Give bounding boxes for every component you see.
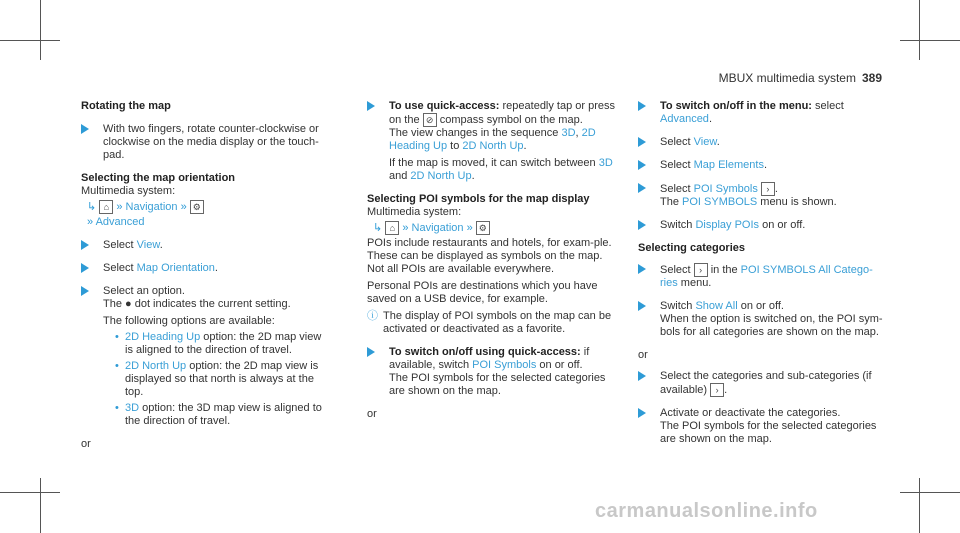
poi-symbols-link[interactable]: POI Symbols bbox=[693, 182, 758, 195]
sequence-text: The view changes in the sequence 3D, 2D Heading Up to 2D North Up. bbox=[389, 127, 596, 152]
crop-mark bbox=[919, 478, 920, 533]
poi-symbols-link[interactable]: POI Symbols bbox=[472, 359, 537, 371]
return-arrow-icon: ↳ bbox=[373, 221, 383, 234]
menu-path bbox=[87, 200, 331, 214]
settings-gear-icon: ⚙ bbox=[190, 200, 204, 214]
header-title: MBUX multimedia system bbox=[718, 71, 856, 85]
step-note: The POI symbols for the selected categories are shown on the map. bbox=[389, 372, 606, 397]
seq-text: The view changes in the sequence bbox=[389, 127, 562, 139]
section-title: Selecting the map orientation bbox=[81, 172, 236, 184]
step-note: The POI symbols for the selected categories are shown on the map. bbox=[660, 420, 877, 445]
nav-link[interactable]: Navigation bbox=[411, 221, 464, 234]
option-item bbox=[115, 331, 331, 357]
step-text: Switch bbox=[660, 219, 696, 231]
option-name: 2D Heading Up bbox=[125, 331, 201, 343]
or-text: or bbox=[367, 408, 377, 420]
advanced-link[interactable]: Advanced bbox=[660, 113, 709, 125]
column-1 bbox=[81, 100, 331, 451]
poi-description: POIs include restaurants and hotels, for exam-ple. These can be displayed as symbols on the map. Not all POIs are available everywhere. bbox=[367, 237, 612, 275]
chevron-icon: » bbox=[466, 221, 473, 234]
crop-mark bbox=[900, 492, 960, 493]
step bbox=[638, 300, 888, 339]
step-text: Select an option. bbox=[103, 285, 185, 297]
step-text: Select the categories and sub-categories (if available) bbox=[660, 370, 872, 396]
step-text: Select bbox=[103, 262, 137, 274]
option-item bbox=[115, 360, 331, 399]
step-text: repeatedly tap or press on the bbox=[389, 100, 616, 126]
step-text: select bbox=[811, 100, 844, 112]
return-arrow-icon: ↳ bbox=[87, 200, 97, 213]
step-note: When the option is switched on, the POI sym-bols for all categories are shown on the map. bbox=[660, 313, 883, 338]
section-title: Selecting categories bbox=[638, 242, 745, 254]
compass-icon[interactable]: ⊘ bbox=[423, 113, 437, 127]
chevron-icon: » bbox=[87, 216, 94, 228]
step: Select Map Orientation. bbox=[81, 262, 331, 275]
poi-all-categories-link[interactable]: POI SYMBOLS All Catego-ries bbox=[660, 263, 873, 289]
step-text: Select bbox=[660, 263, 694, 276]
step-label: To use quick-access: bbox=[389, 100, 500, 112]
crop-mark bbox=[40, 0, 41, 60]
chevron-right-icon[interactable]: › bbox=[761, 182, 775, 196]
option-text: option: the 2D map view is displayed so that north is always at the top. bbox=[125, 360, 319, 398]
step-arrow-icon bbox=[638, 160, 646, 170]
seq-north-up: 2D North Up bbox=[462, 140, 524, 152]
step-arrow-icon bbox=[81, 240, 89, 250]
seq-3d: 3D bbox=[561, 127, 576, 139]
moved-and: and bbox=[389, 170, 411, 182]
step-text: on or off. bbox=[536, 359, 583, 371]
step-text: in the bbox=[707, 263, 741, 276]
chevron-right-icon[interactable]: › bbox=[694, 263, 708, 277]
note-suffix: menu is shown. bbox=[757, 196, 837, 208]
step: Select the categories and sub-categories (if available) › . bbox=[638, 370, 888, 397]
step-text: With two fingers, rotate counter-clockwise or clockwise on the media display or the touch-pad. bbox=[103, 123, 319, 161]
step bbox=[367, 100, 617, 183]
map-orientation-link[interactable]: Map Orientation bbox=[136, 262, 215, 274]
step-text: Select bbox=[660, 136, 694, 148]
step-arrow-icon bbox=[81, 286, 89, 296]
step-text: Select bbox=[660, 182, 694, 195]
step-arrow-icon bbox=[638, 183, 646, 193]
step-arrow-icon bbox=[638, 101, 646, 111]
page-header bbox=[719, 72, 882, 85]
step bbox=[638, 407, 888, 446]
option-name: 2D North Up bbox=[125, 360, 187, 372]
or-text: or bbox=[81, 438, 91, 450]
step-arrow-icon bbox=[638, 408, 646, 418]
step-text: Select bbox=[660, 159, 694, 171]
path-label: Multimedia system: bbox=[81, 185, 176, 197]
personal-poi-text: Personal POIs are destinations which you have saved on a USB device, for example. bbox=[367, 280, 598, 305]
step: Select View. bbox=[638, 136, 888, 149]
step-arrow-icon bbox=[81, 263, 89, 273]
step-arrow-icon bbox=[638, 371, 646, 381]
section-title: Rotating the map bbox=[81, 100, 171, 112]
moved-north-up: 2D North Up bbox=[410, 170, 472, 182]
note-prefix: The bbox=[660, 196, 683, 208]
step bbox=[81, 123, 331, 162]
display-pois-link[interactable]: Display POIs bbox=[695, 219, 760, 231]
step-arrow-icon bbox=[638, 264, 646, 274]
step: Select Map Elements. bbox=[638, 159, 888, 172]
moved-label: If the map is moved, it can switch between bbox=[389, 157, 599, 169]
step-arrow-icon bbox=[367, 347, 375, 357]
step-arrow-icon bbox=[638, 220, 646, 230]
chevron-icon: » bbox=[180, 200, 187, 213]
moved-3d: 3D bbox=[598, 157, 613, 169]
seq-to: to bbox=[447, 140, 463, 152]
crop-mark bbox=[919, 0, 920, 60]
step bbox=[638, 263, 888, 290]
step-arrow-icon bbox=[638, 137, 646, 147]
step-text: Select bbox=[103, 239, 137, 251]
map-elements-link[interactable]: Map Elements bbox=[693, 159, 764, 171]
dot-note: The ● dot indicates the current setting. bbox=[103, 298, 291, 310]
info-icon: ⓘ bbox=[367, 310, 378, 322]
step bbox=[638, 219, 888, 232]
moved-text: If the map is moved, it can switch between 3D and 2D North Up. bbox=[389, 157, 613, 182]
crop-mark bbox=[0, 492, 60, 493]
chevron-icon: » bbox=[402, 221, 409, 234]
column-2 bbox=[367, 100, 617, 421]
option-item bbox=[115, 402, 331, 428]
step-label: To switch on/off in the menu: bbox=[660, 100, 812, 112]
seq-heading-up: 2D Heading Up bbox=[389, 127, 596, 152]
crop-mark bbox=[0, 40, 60, 41]
poi-menu-name: POI SYMBOLS bbox=[682, 196, 758, 208]
menu-path-2 bbox=[87, 216, 331, 229]
info-note bbox=[367, 310, 617, 336]
option-name: 3D bbox=[125, 402, 140, 414]
chevron-icon: » bbox=[116, 200, 123, 213]
step-text: Activate or deactivate the categories. bbox=[660, 407, 841, 419]
step-text: Switch bbox=[660, 300, 696, 312]
nav-link[interactable]: Navigation bbox=[125, 200, 178, 213]
show-all-link[interactable]: Show All bbox=[695, 300, 738, 312]
menu-path bbox=[373, 221, 617, 235]
settings-gear-icon: ⚙ bbox=[476, 221, 490, 235]
note-text: The display of POI symbols on the map can be activated or deactivated as a favorite. bbox=[383, 310, 612, 335]
step-text: compass symbol on the map. bbox=[436, 113, 583, 126]
or-text: or bbox=[638, 349, 648, 361]
step-text: if available, switch bbox=[389, 346, 590, 371]
step-note bbox=[660, 196, 888, 209]
page-number: 389 bbox=[861, 71, 882, 85]
step bbox=[81, 285, 331, 428]
step: To switch on/off in the menu: select Advanced. bbox=[638, 100, 888, 126]
crop-mark bbox=[40, 478, 41, 533]
step-text: menu. bbox=[677, 277, 712, 289]
step-text: on or off. bbox=[759, 219, 806, 231]
step: Select View. bbox=[81, 239, 331, 252]
chevron-right-icon[interactable]: › bbox=[710, 383, 724, 397]
step: Select POI Symbols › . The POI SYMBOLS menu is shown. bbox=[638, 182, 888, 209]
home-icon: ⌂ bbox=[385, 221, 399, 235]
following-text: The following options are available: bbox=[103, 315, 275, 327]
section-title: Selecting POI symbols for the map display bbox=[367, 193, 590, 205]
option-text: option: the 2D map view is aligned to the direction of travel. bbox=[125, 331, 322, 356]
column-3 bbox=[638, 100, 888, 456]
watermark: carmanualsonline.info bbox=[595, 500, 818, 522]
path-label: Multimedia system: bbox=[367, 206, 462, 218]
view-link[interactable]: View bbox=[693, 136, 717, 148]
step-text: on or off. bbox=[737, 300, 784, 312]
option-text: option: the 3D map view is aligned to the direction of travel. bbox=[125, 402, 322, 427]
step-arrow-icon bbox=[367, 101, 375, 111]
step-label: To switch on/off using quick-access: bbox=[389, 346, 581, 358]
step-arrow-icon bbox=[81, 124, 89, 134]
advanced-link[interactable]: Advanced bbox=[95, 216, 145, 228]
step bbox=[367, 346, 617, 398]
view-link[interactable]: View bbox=[136, 239, 160, 251]
crop-mark bbox=[900, 40, 960, 41]
step-arrow-icon bbox=[638, 301, 646, 311]
home-icon: ⌂ bbox=[99, 200, 113, 214]
